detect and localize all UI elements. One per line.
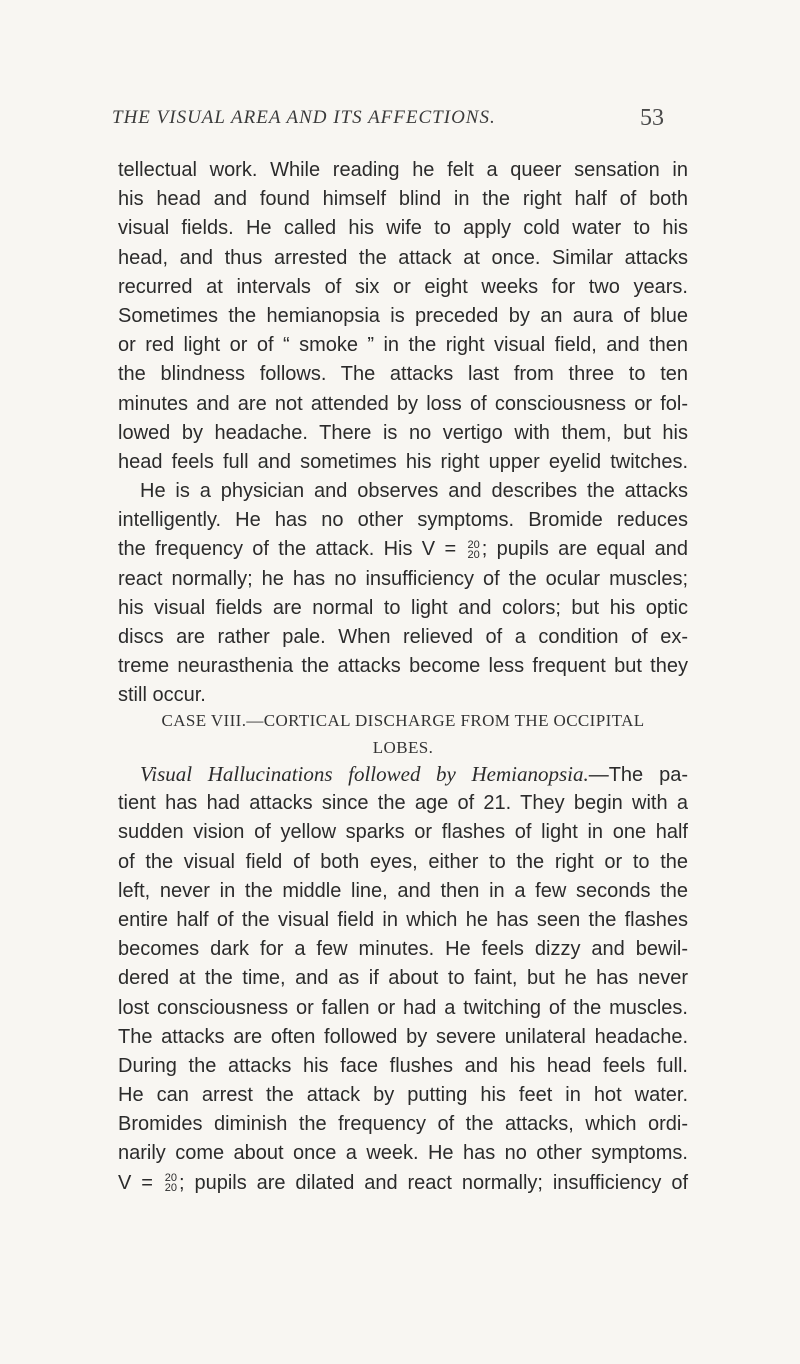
- text-line: [118, 760, 688, 789]
- text-segment: ; pupils are equal and: [481, 538, 688, 561]
- page-header: [0, 103, 800, 137]
- fraction-denominator: 20: [467, 549, 480, 562]
- text-line: narily come about once a week. He has no other symptoms.: [118, 1142, 688, 1165]
- text-line: of the visual field of both eyes, either to the right or to the: [118, 850, 688, 873]
- text-line: He is a physician and observes and describes the attacks: [140, 480, 688, 503]
- text-line: lowed by headache. There is no vertigo with them, but his: [118, 421, 688, 444]
- text-line: treme neurasthenia the attacks become less frequent but they: [118, 655, 688, 678]
- text-line: intelligently. He has no other symptoms. Bromide reduces: [118, 509, 688, 532]
- text-line: becomes dark for a few minutes. He feels dizzy and bewil-: [118, 938, 688, 961]
- text-line: discs are rather pale. When relieved of a condition of ex-: [118, 626, 688, 648]
- text-line: visual fields. He called his wife to apply cold water to his: [118, 217, 688, 240]
- case-heading-line: LOBES.: [372, 738, 434, 757]
- case-heading-line: CASE VIII.—CORTICAL DISCHARGE FROM THE OCCIPITAL: [161, 711, 645, 730]
- fraction-numerator: 20: [467, 539, 480, 552]
- case-heading: [118, 707, 688, 761]
- text-line: minutes and are not attended by loss of consciousness or fol-: [118, 392, 688, 415]
- text-line-with-fraction: [118, 1169, 688, 1198]
- running-title: THE VISUAL AREA AND ITS AFFECTIONS.: [112, 107, 496, 128]
- text-line: still occur.: [118, 684, 206, 707]
- text-line-with-fraction: [118, 535, 688, 564]
- text-line: the blindness follows. The attacks last from three to ten: [118, 363, 688, 386]
- text-line: lost consciousness or fallen or had a twitching of the muscles.: [118, 996, 688, 1019]
- text-line: react normally; he has no insufficiency of the ocular muscles;: [118, 567, 688, 590]
- text-line: sudden vision of yellow sparks or flashes of light in one half: [118, 821, 688, 844]
- fraction-numerator: 20: [164, 1172, 178, 1185]
- text-line: During the attacks his face flushes and his head feels full.: [118, 1054, 688, 1077]
- text-line: tellectual work. While reading he felt a queer sensation in: [118, 159, 688, 181]
- paragraph-case-vii-continued: [118, 156, 688, 711]
- text-line: head feels full and sometimes his right upper eyelid twitches.: [118, 450, 688, 473]
- text-line: left, never in the middle line, and then in a few seconds the: [118, 879, 688, 902]
- text-line: or red light or of “ smoke ” in the right visual field, and then: [118, 334, 688, 357]
- acuity-fraction: [467, 540, 479, 560]
- fraction-denominator: 20: [164, 1182, 178, 1195]
- text-line: recurred at intervals of six or eight weeks for two years.: [118, 275, 688, 298]
- italic-lead: Visual Hallucinations followed by Hemianopsia.: [140, 762, 589, 786]
- text-line: He can arrest the attack by putting his feet in hot water.: [118, 1084, 688, 1107]
- text-line: Sometimes the hemianopsia is preceded by an aura of blue: [118, 304, 688, 327]
- page-number: 53: [640, 105, 664, 131]
- text-line: his visual fields are normal to light and colors; but his optic: [118, 596, 688, 619]
- text-segment: V =: [118, 1171, 163, 1194]
- text-segment: —The pa-: [588, 764, 688, 786]
- acuity-fraction: [165, 1173, 177, 1193]
- text-line: head, and thus arrested the attack at once. Similar attacks: [118, 246, 688, 269]
- text-line: dered at the time, and as if about to faint, but he has never: [118, 967, 688, 990]
- text-segment: ; pupils are dilated and react normally; insufficiency of: [179, 1171, 688, 1194]
- text-segment: the frequency of the attack. His V =: [118, 538, 466, 561]
- paragraph-case-viii: [118, 760, 688, 1198]
- text-line: his head and found himself blind in the right half of both: [118, 188, 688, 211]
- text-line: The attacks are often followed by severe unilateral headache.: [118, 1025, 688, 1048]
- text-line: Bromides diminish the frequency of the attacks, which ordi-: [118, 1113, 688, 1136]
- text-line: tient has had attacks since the age of 21. They begin with a: [118, 792, 688, 815]
- text-line: entire half of the visual field in which he has seen the flashes: [118, 908, 688, 931]
